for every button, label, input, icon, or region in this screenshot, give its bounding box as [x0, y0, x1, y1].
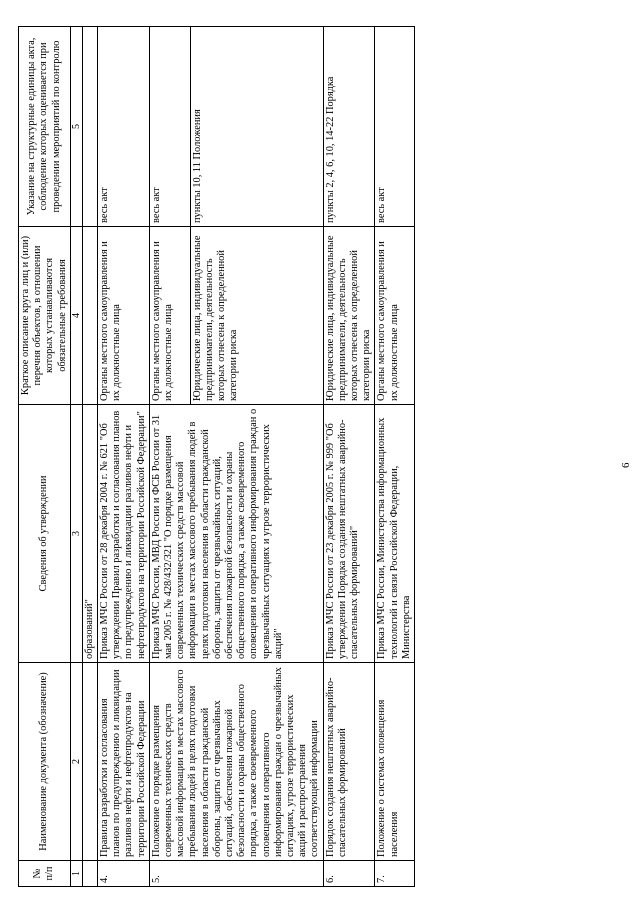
cell-num: 7.	[375, 861, 415, 887]
cell-name: Порядок создания нештатных аварийно-спасательных формирований	[323, 663, 375, 861]
cell-units	[82, 27, 97, 227]
table-header-row	[19, 27, 71, 887]
table-row	[375, 27, 415, 887]
cell-units: весь акт	[98, 27, 150, 227]
cell-approval: образований"	[82, 405, 97, 663]
header-num: № п/п	[19, 861, 71, 887]
header-description: Краткое описание круга лиц и (или) перечня объектов, в отношении которых устанавливаются обязательные требования	[19, 227, 71, 405]
cell-units: весь акт	[375, 27, 415, 227]
cell-description	[82, 227, 97, 405]
header-name: Наименование документа (обозначение)	[19, 663, 71, 861]
column-index-row	[70, 27, 82, 887]
requirements-table	[18, 26, 415, 887]
cell-name: Правила разработки и согласования планов по предупреждению и ликвидации разливов нефти и нефтепродуктов на территории Российской Федерации	[98, 663, 150, 861]
table-row	[323, 27, 375, 887]
cell-description: Юридические лица, индивидуальные предприниматели, деятельность которых отнесена к определенной категории риска	[190, 227, 323, 405]
table-row	[149, 27, 190, 887]
col-index-5: 5	[70, 27, 82, 227]
cell-description: Органы местного самоуправления и их должностные лица	[98, 227, 150, 405]
cell-description: Органы местного самоуправления и их должностные лица	[149, 227, 190, 405]
header-approval: Сведения об утверждении	[19, 405, 71, 663]
cell-name: Положение о системах оповещения населения	[375, 663, 415, 861]
cell-approval: Приказ МЧС России, МВД России и ФСБ России от 31 мая 2005 г. № 428/432/321 "О порядке размещения современных технических средств массовой информации в местах массового пребывания людей в целях подготовки населения в области гражданской обороны, защиты от чрезвычайных ситуаций, обеспечения пожарной безопасности и охраны общественного порядка, а также своевременного оповещения и оперативного информирования граждан о чрезвычайных ситуациях и угрозе террористических акций"	[149, 405, 323, 663]
col-index-2: 2	[70, 663, 82, 861]
table-row-continuation	[82, 27, 97, 887]
header-units: Указание на структурные единицы акта, соблюдение которых оценивается при проведении мероприятий по контролю	[19, 27, 71, 227]
page-number: 6	[620, 462, 632, 468]
cell-approval: Приказ МЧС России, Министерства информационных технологий и связи Российской Федерации, Министерства	[375, 405, 415, 663]
cell-description: Органы местного самоуправления и их должностные лица	[375, 227, 415, 405]
cell-name: Положение о порядке размещения современных технических средств массовой информации в местах массового пребывания людей в целях подготовки населения в области гражданской обороны, защиты от чрезвычайных ситуаций, обеспечения пожарной безопасности и охраны общественного порядка, а также своевременного оповещения и оперативного информирования граждан о чрезвычайных ситуациях, угрозе террористических акций и распространения соответствующей информации	[149, 663, 323, 861]
cell-approval: Приказ МЧС России от 23 декабря 2005 г. № 999 "Об утверждении Порядка создания нештатных аварийно-спасательных формирований"	[323, 405, 375, 663]
col-index-3: 3	[70, 405, 82, 663]
cell-approval: Приказ МЧС России от 28 декабря 2004 г. № 621 "Об утверждении Правил разработки и согласования планов по предупреждению и ликвидации разливов нефти и нефтепродуктов на территории Российской Федерации"	[98, 405, 150, 663]
table-row	[98, 27, 150, 887]
cell-name	[82, 663, 97, 861]
cell-units: весь акт	[149, 27, 190, 227]
col-index-4: 4	[70, 227, 82, 405]
cell-num: 5.	[149, 861, 323, 887]
cell-units: пункты 10, 11 Положения	[190, 27, 323, 227]
col-index-1: 1	[70, 861, 82, 887]
cell-description: Юридические лица, индивидуальные предприниматели, деятельность которых отнесена к определенной категории риска	[323, 227, 375, 405]
cell-num: 6.	[323, 861, 375, 887]
cell-num: 4.	[98, 861, 150, 887]
cell-num	[82, 861, 97, 887]
cell-units: пункты 2, 4, 6, 10, 14-22 Порядка	[323, 27, 375, 227]
